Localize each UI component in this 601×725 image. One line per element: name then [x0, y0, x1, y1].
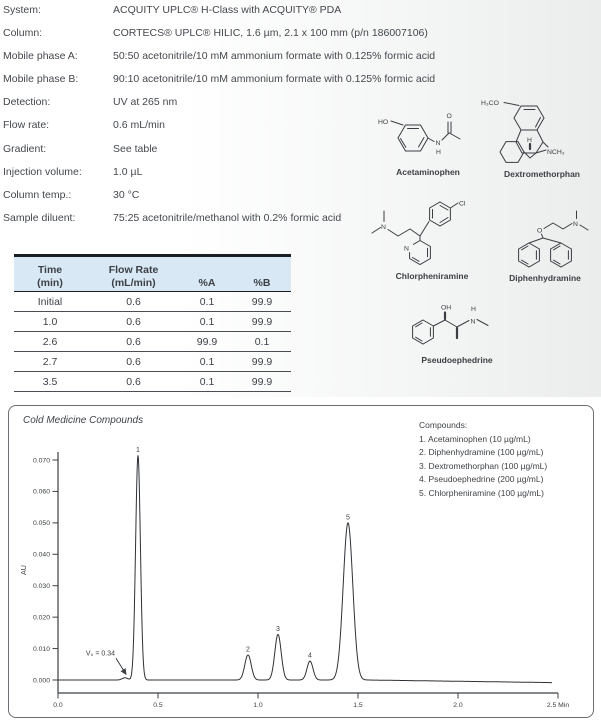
condition-value: ACQUITY UPLC® H-Class with ACQUITY® PDA	[113, 4, 342, 16]
molecule-drawing-icon	[376, 108, 480, 164]
dextromethorphan-structure	[480, 92, 601, 179]
table-row: 3.5 0.6 0.1 99.9	[14, 372, 291, 392]
condition-label: Sample diluent:	[3, 211, 76, 224]
column-header-time: Time (min)	[37, 264, 63, 289]
table-row: 2.7 0.6 0.1 99.9	[14, 352, 291, 372]
molecule-drawing-icon	[370, 198, 494, 268]
condition-row	[3, 164, 383, 187]
acetaminophen-structure	[374, 108, 482, 177]
pseudoephedrine-structure	[398, 300, 516, 365]
legend-item: 4. Pseudoephedrine (200 µg/mL)	[419, 474, 544, 485]
peak-labels	[136, 447, 350, 660]
structure-label: Pseudoephedrine	[421, 355, 493, 365]
svg-text:0.020: 0.020	[32, 614, 50, 622]
svg-text:Cl: Cl	[459, 200, 466, 208]
peak-label: 3	[276, 625, 280, 633]
gradient-table-header	[14, 254, 291, 292]
svg-text:O: O	[446, 113, 452, 120]
peak-label: 1	[136, 446, 140, 454]
molecule-drawing-icon	[399, 300, 515, 352]
svg-text:2.5 Min: 2.5 Min	[546, 702, 570, 709]
condition-label: Column:	[3, 27, 43, 40]
condition-label: Gradient:	[3, 142, 47, 155]
svg-text:NCH₃: NCH₃	[547, 149, 565, 156]
condition-label: Mobile phase A:	[3, 50, 78, 63]
void-volume-label: V₀ = 0.34	[85, 650, 115, 658]
condition-label: Mobile phase B:	[3, 73, 79, 86]
structure-label: Diphenhydramine	[509, 273, 581, 283]
svg-text:N: N	[381, 224, 386, 231]
void-volume-annotation	[86, 650, 126, 674]
molecule-drawing-icon	[480, 92, 601, 166]
legend-item: 5. Chlorpheniramine (100 µg/mL)	[419, 487, 544, 498]
gradient-table	[14, 254, 291, 392]
chromatogram-title: Cold Medicine Compounds	[23, 415, 144, 426]
svg-text:N: N	[404, 245, 409, 253]
svg-text:0.070: 0.070	[32, 457, 50, 465]
structure-label: Acetaminophen	[396, 167, 460, 177]
svg-text:OH: OH	[441, 304, 452, 312]
svg-text:0.050: 0.050	[32, 520, 50, 528]
x-axis	[53, 693, 569, 709]
svg-text:N: N	[435, 140, 441, 147]
condition-row	[3, 25, 428, 48]
svg-text:0.000: 0.000	[32, 677, 50, 685]
condition-value: 1.0 µL	[113, 165, 143, 178]
svg-text:0.040: 0.040	[32, 551, 50, 559]
diphenhydramine-structure	[486, 208, 601, 283]
svg-text:1.0: 1.0	[253, 702, 263, 709]
column-header-percent-b: %B	[253, 276, 271, 289]
structure-label: Dextromethorphan	[503, 169, 581, 179]
condition-row	[3, 48, 436, 71]
svg-text:0.0: 0.0	[53, 702, 63, 709]
condition-row	[3, 117, 383, 140]
condition-label: Detection:	[3, 96, 51, 109]
svg-text:H: H	[527, 137, 532, 144]
condition-value: 30 °C	[113, 188, 140, 201]
table-row: Initial 0.6 0.1 99.9	[14, 292, 291, 312]
condition-row	[3, 187, 383, 210]
column-header-percent-a: %A	[198, 276, 216, 289]
table-row: 2.6 0.6 99.9 0.1	[14, 332, 291, 352]
svg-text:2.0: 2.0	[453, 702, 463, 709]
svg-text:0.5: 0.5	[153, 702, 163, 709]
condition-row	[3, 94, 383, 117]
compounds-header: Compounds:	[419, 420, 468, 430]
condition-value: 90:10 acetonitrile/10 mM ammonium formate with 0.125% formic acid	[113, 73, 436, 86]
condition-value: UV at 265 nm	[113, 96, 178, 109]
peak-label: 4	[308, 652, 312, 660]
structure-label: Chlorpheniramine	[395, 271, 469, 281]
condition-value: 0.6 mL/min	[113, 119, 165, 132]
condition-label: System:	[3, 4, 41, 16]
condition-value: 75:25 acetonitrile/methanol with 0.2% formic acid	[113, 211, 342, 224]
svg-text:1.5: 1.5	[353, 702, 363, 709]
chromatogram-plot	[9, 406, 593, 717]
peak-label: 2	[246, 646, 250, 654]
svg-text:H: H	[436, 149, 441, 156]
chlorpheniramine-structure	[368, 198, 496, 281]
chromatogram-panel	[8, 405, 594, 718]
condition-row	[3, 141, 383, 164]
svg-text:N: N	[470, 318, 476, 326]
y-axis-label: AU	[19, 565, 28, 575]
molecule-drawing-icon	[487, 208, 601, 270]
legend-item: 1. Acetaminophen (10 µg/mL)	[419, 433, 531, 444]
svg-text:HO: HO	[378, 119, 389, 126]
svg-text:O: O	[537, 227, 543, 235]
legend-item: 3. Dextromethorphan (100 µg/mL)	[419, 460, 548, 471]
chromatogram-curve	[58, 455, 552, 682]
svg-text:N: N	[573, 221, 578, 228]
condition-value: 50:50 acetonitrile/10 mM ammonium formate with 0.125% formic acid	[113, 50, 436, 63]
svg-text:H: H	[471, 306, 476, 313]
peak-label: 5	[346, 514, 350, 522]
condition-row	[3, 2, 383, 25]
condition-label: Injection volume:	[3, 165, 82, 178]
y-axis	[19, 452, 58, 693]
column-header-flow-rate: Flow Rate (mL/min)	[108, 264, 159, 289]
condition-label: Flow rate:	[3, 119, 50, 132]
svg-text:0.060: 0.060	[32, 488, 50, 496]
svg-text:H₃CO: H₃CO	[481, 100, 499, 107]
condition-row	[3, 71, 436, 94]
legend-item: 2. Diphenhydramine (100 µg/mL)	[419, 447, 544, 458]
svg-text:0.010: 0.010	[32, 645, 50, 653]
condition-value: CORTECS® UPLC® HILIC, 1.6 µm, 2.1 x 100 mm (p/n 186007106)	[113, 27, 428, 40]
condition-value: See table	[113, 142, 158, 155]
condition-label: Column temp.:	[3, 188, 72, 201]
svg-text:0.030: 0.030	[32, 583, 50, 591]
condition-row	[3, 210, 383, 233]
table-row: 1.0 0.6 0.1 99.9	[14, 312, 291, 332]
